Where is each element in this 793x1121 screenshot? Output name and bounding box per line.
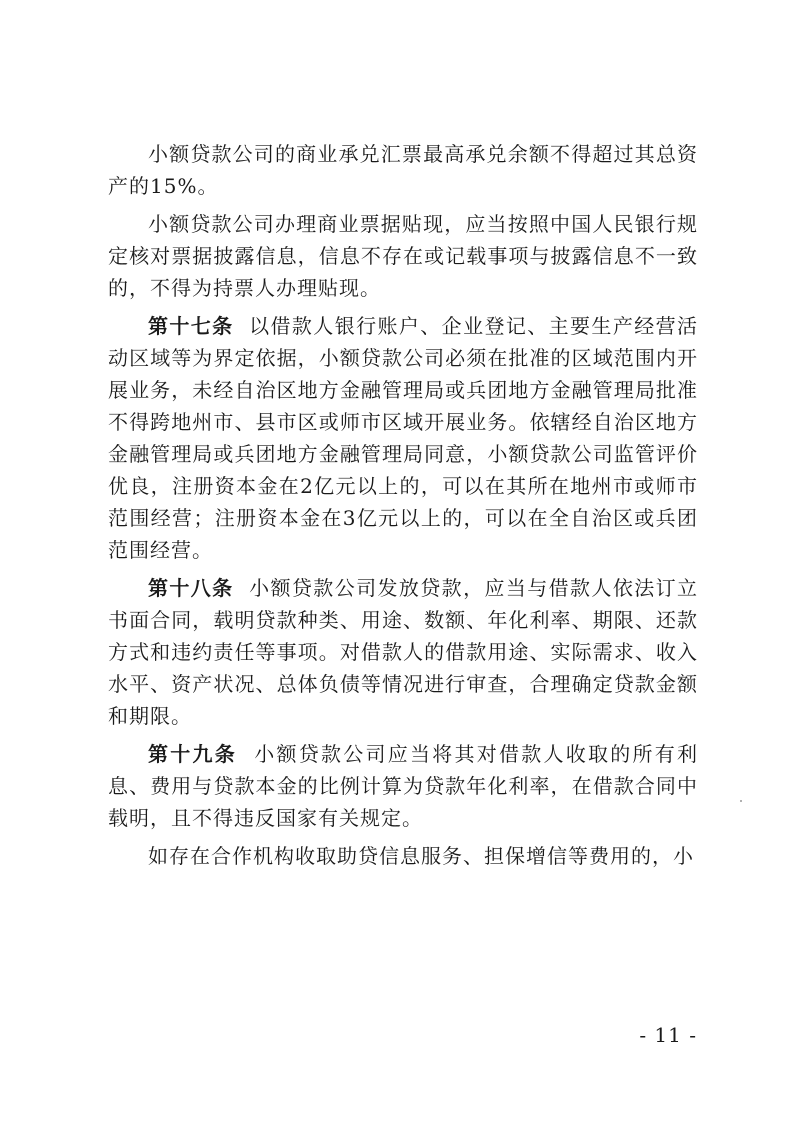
paragraph-text: 小额贷款公司应当将其对借款人收取的所有利息、费用与贷款本金的比例计算为贷款年化利率，在借款合同中载明，且不得违反国家有关规定。 <box>108 742 699 830</box>
paragraph-2 <box>108 208 698 304</box>
article-18 <box>108 572 698 732</box>
page-number: - 11 - <box>639 1023 697 1047</box>
article-number: 第十七条 <box>148 314 234 338</box>
paragraph-1 <box>108 138 698 202</box>
paragraph-text: 小额贷款公司的商业承兑汇票最高承兑余额不得超过其总资产的15%。 <box>108 142 698 198</box>
paragraph-text: 如存在合作机构收取助贷信息服务、担保增信等费用的，小 <box>148 844 694 868</box>
paragraph-text: 小额贷款公司办理商业票据贴现，应当按照中国人民银行规定核对票据披露信息，信息不存在或记载事项与披露信息不一致的，不得为持票人办理贴现。 <box>108 212 698 300</box>
article-number: 第十八条 <box>148 576 234 600</box>
article-19 <box>108 738 698 834</box>
article-17 <box>108 310 698 566</box>
scan-speck <box>740 800 742 802</box>
article-number: 第十九条 <box>148 742 238 766</box>
paragraph-last <box>108 840 698 872</box>
document-body <box>108 138 698 878</box>
paragraph-text: 以借款人银行账户、企业登记、主要生产经营活动区域等为界定依据，小额贷款公司必须在批准的区域范围内开展业务，未经自治区地方金融管理局或兵团地方金融管理局批准不得跨地州市、县市区或师市区域开展业务。依辖经自治区地方金融管理局或兵团地方金融管理局同意，小额贷款公司监管评价优良，注册资本金在2亿元以上的，可以在其所在地州市或师市范围经营；注册资本金在3亿元以上的，可以在全自治区或兵团范围经营。 <box>108 314 699 562</box>
paragraph-text: 小额贷款公司发放贷款，应当与借款人依法订立书面合同，载明贷款种类、用途、数额、年化利率、期限、还款方式和违约责任等事项。对借款人的借款用途、实际需求、收入水平、资产状况、总体负债等情况进行审查，合理确定贷款金额和期限。 <box>108 576 699 728</box>
